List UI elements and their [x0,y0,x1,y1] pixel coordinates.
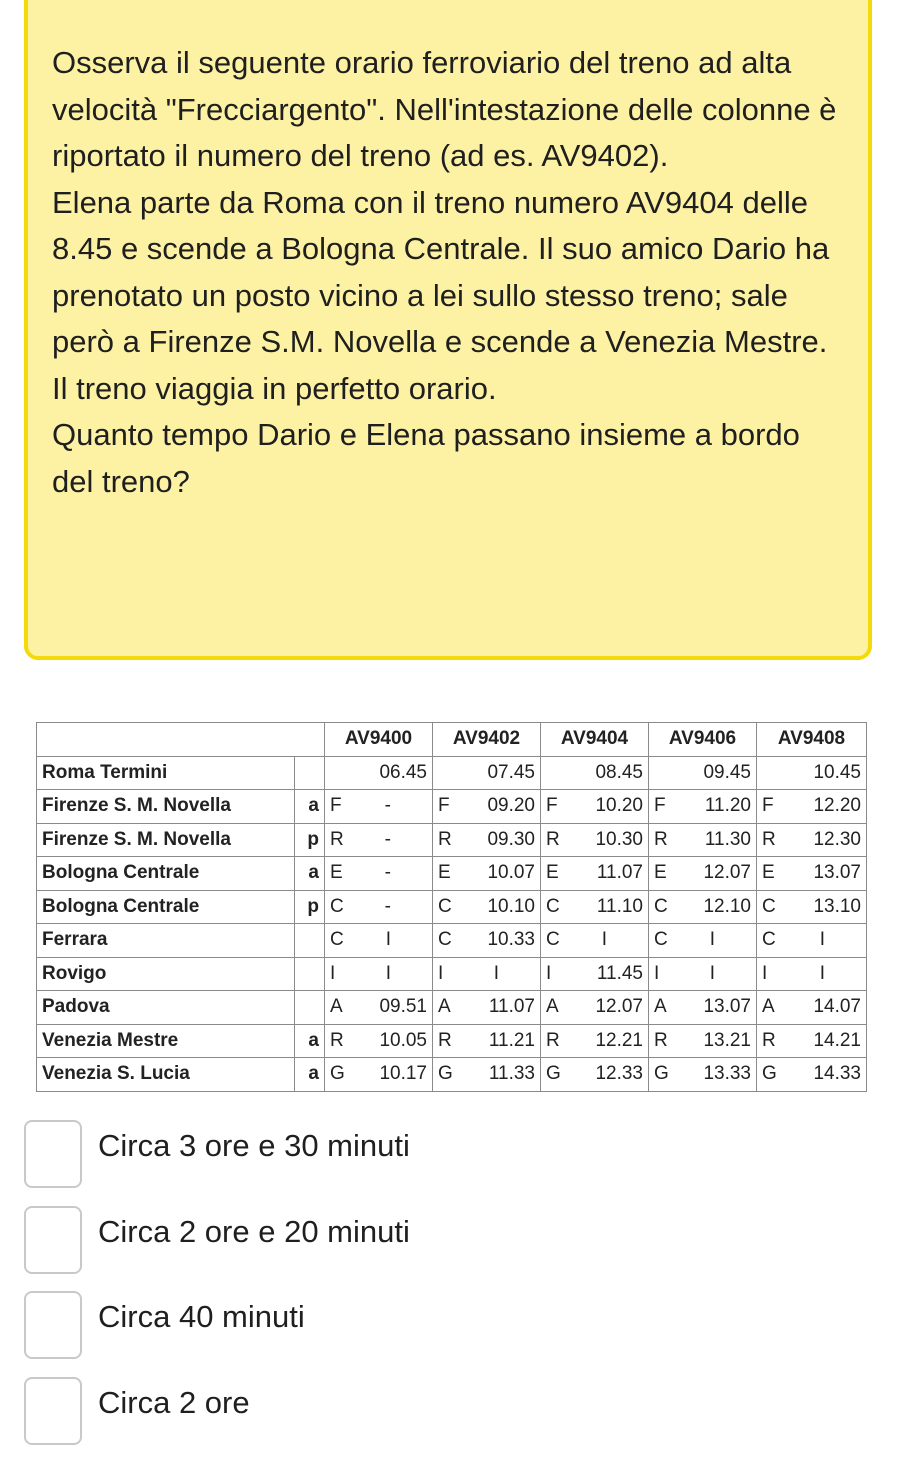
timetable-cell [325,957,433,991]
timetable-cell [433,957,541,991]
timetable-cell [541,1058,649,1092]
time-value: 08.45 [595,761,643,783]
timetable-cell [325,857,433,891]
service-code: C [654,929,668,951]
service-code: R [546,828,560,850]
question-paragraph-2: Elena parte da Roma con il treno numero AV9404 delle 8.45 e scende a Bologna Centrale. Il suo amico Dario ha prenotato un posto vicino a lei sullo stesso treno; sale però a Firenze S.M. Novella e scende a Venezia Mestre. Il treno viaggia in perfetto orario. [52,184,830,406]
arrival-departure-flag: a [295,1024,325,1058]
service-code: G [330,1063,345,1085]
service-code: R [654,828,668,850]
time-value: - [384,862,391,884]
timetable-cell [325,991,433,1025]
time-value: 10.17 [379,1063,427,1085]
timetable-cell [757,957,867,991]
time-value: I [819,962,825,984]
train-header: AV9406 [649,723,757,757]
arrival-departure-flag: a [295,790,325,824]
time-value: 13.10 [813,895,861,917]
service-code: A [654,996,667,1018]
service-code: C [762,895,776,917]
arrival-departure-flag [295,924,325,958]
timetable-cell [649,857,757,891]
service-code: C [438,929,452,951]
time-value: 11.07 [596,862,643,884]
time-value: 11.45 [596,962,643,984]
time-value: 13.07 [813,862,861,884]
time-value: 12.10 [703,895,751,917]
timetable-cell [649,924,757,958]
time-value: 10.20 [595,795,643,817]
timetable-header-row [37,723,867,757]
answer-checkbox[interactable] [24,1206,82,1274]
service-code: R [438,1029,452,1051]
time-value: 14.07 [813,996,861,1018]
train-header: AV9400 [325,723,433,757]
timetable-cell [433,790,541,824]
arrival-departure-flag [295,957,325,991]
time-value: 13.21 [703,1029,751,1051]
timetable-cell [649,1058,757,1092]
service-code: A [546,996,559,1018]
timetable-cell [757,890,867,924]
timetable-image [36,722,866,1092]
service-code: R [438,828,452,850]
timetable-cell [325,823,433,857]
time-value: - [384,828,391,850]
time-value: 13.07 [703,996,751,1018]
service-code: G [654,1063,669,1085]
time-value: I [709,962,715,984]
timetable-cell [757,756,867,790]
timetable-cell [325,1024,433,1058]
time-value: 11.21 [488,1029,535,1051]
service-code: A [438,996,451,1018]
timetable-cell [757,857,867,891]
time-value: 09.45 [703,761,751,783]
service-code: I [654,962,660,984]
station-name: Firenze S. M. Novella [37,823,295,857]
timetable-cell [757,790,867,824]
service-code: F [546,795,558,817]
time-value: 14.21 [813,1029,861,1051]
arrival-departure-flag: p [295,823,325,857]
time-value: 14.33 [813,1063,861,1085]
service-code: A [762,996,775,1018]
timetable-cell [325,790,433,824]
time-value: I [493,962,499,984]
time-value: 10.45 [813,761,861,783]
timetable-cell [541,924,649,958]
timetable-cell [649,790,757,824]
answer-option[interactable] [24,1118,410,1190]
service-code: E [438,862,451,884]
station-name: Bologna Centrale [37,857,295,891]
train-header: AV9402 [433,723,541,757]
time-value: 12.20 [813,795,861,817]
service-code: I [438,962,444,984]
timetable-cell [649,756,757,790]
timetable-cell [433,1024,541,1058]
answer-checkbox[interactable] [24,1291,82,1359]
timetable-cell [433,857,541,891]
timetable-row [37,1024,867,1058]
question-paragraph-1: Osserva il seguente orario ferroviario del treno ad alta velocità "Frecciargento". Nell'intestazione delle colonne è riportato il numero del treno (ad es. AV9402). [52,45,837,173]
timetable-cell [649,890,757,924]
timetable-cell [649,823,757,857]
time-value: I [601,929,607,951]
station-name: Venezia S. Lucia [37,1058,295,1092]
time-value: 07.45 [487,761,535,783]
station-name: Padova [37,991,295,1025]
timetable-cell [757,924,867,958]
time-value: I [709,929,715,951]
timetable-cell [433,823,541,857]
answer-checkbox[interactable] [24,1120,82,1188]
timetable-header-blank [37,723,325,757]
timetable-cell [325,1058,433,1092]
timetable [36,722,867,1092]
answer-option[interactable] [24,1204,410,1276]
timetable-cell [433,991,541,1025]
timetable-cell [541,890,649,924]
timetable-cell [325,924,433,958]
timetable-cell [541,823,649,857]
service-code: R [330,828,344,850]
service-code: R [546,1029,560,1051]
arrival-departure-flag [295,991,325,1025]
time-value: I [385,962,391,984]
timetable-cell [433,924,541,958]
answer-checkbox[interactable] [24,1377,82,1445]
answer-label: Circa 2 ore e 20 minuti [98,1213,410,1249]
time-value: 09.30 [487,828,535,850]
service-code: F [762,795,774,817]
service-code: E [762,862,775,884]
service-code: I [330,962,336,984]
service-code: E [546,862,559,884]
time-value: 10.33 [487,929,535,951]
service-code: F [438,795,450,817]
question-box [24,0,872,660]
time-value: 09.51 [379,996,427,1018]
timetable-cell [757,1058,867,1092]
timetable-row [37,823,867,857]
timetable-cell [541,790,649,824]
service-code: F [330,795,342,817]
service-code: E [330,862,343,884]
service-code: C [330,929,344,951]
timetable-cell [541,957,649,991]
timetable-row [37,890,867,924]
timetable-cell [325,890,433,924]
timetable-cell [757,991,867,1025]
timetable-row [37,756,867,790]
service-code: R [330,1029,344,1051]
service-code: C [762,929,776,951]
arrival-departure-flag: a [295,857,325,891]
timetable-cell [757,1024,867,1058]
timetable-cell [649,957,757,991]
time-value: 13.33 [703,1063,751,1085]
time-value: 12.33 [595,1063,643,1085]
time-value: 09.20 [487,795,535,817]
time-value: 11.30 [704,828,751,850]
station-name: Firenze S. M. Novella [37,790,295,824]
timetable-cell [541,991,649,1025]
time-value: I [819,929,825,951]
arrival-departure-flag [295,756,325,790]
time-value: 11.20 [704,795,751,817]
arrival-departure-flag: a [295,1058,325,1092]
service-code: G [438,1063,453,1085]
train-header: AV9408 [757,723,867,757]
time-value: I [385,929,391,951]
station-name: Venezia Mestre [37,1024,295,1058]
answer-option[interactable] [24,1289,410,1361]
station-name: Ferrara [37,924,295,958]
service-code: R [762,1029,776,1051]
timetable-cell [541,1024,649,1058]
time-value: 10.30 [595,828,643,850]
arrival-departure-flag: p [295,890,325,924]
service-code: I [546,962,552,984]
service-code: C [546,929,560,951]
service-code: I [762,962,768,984]
station-name: Roma Termini [37,756,295,790]
service-code: C [546,895,560,917]
train-header: AV9404 [541,723,649,757]
timetable-row [37,790,867,824]
answer-options [24,1118,410,1460]
timetable-cell [433,756,541,790]
service-code: G [762,1063,777,1085]
time-value: 10.10 [487,895,535,917]
time-value: 10.07 [487,862,535,884]
timetable-row [37,1058,867,1092]
time-value: 12.21 [595,1029,643,1051]
time-value: 10.05 [379,1029,427,1051]
time-value: 12.07 [595,996,643,1018]
timetable-row [37,857,867,891]
answer-label: Circa 40 minuti [98,1299,305,1334]
timetable-cell [649,991,757,1025]
service-code: R [762,828,776,850]
service-code: R [654,1029,668,1051]
timetable-cell [433,890,541,924]
time-value: 11.07 [488,996,535,1018]
service-code: F [654,795,666,817]
service-code: A [330,996,343,1018]
station-name: Bologna Centrale [37,890,295,924]
time-value: - [384,795,391,817]
timetable-cell [541,857,649,891]
timetable-row [37,924,867,958]
timetable-row [37,957,867,991]
timetable-cell [649,1024,757,1058]
timetable-row [37,991,867,1025]
service-code: C [654,895,668,917]
time-value: 11.33 [488,1063,535,1085]
question-paragraph-3: Quanto tempo Dario e Elena passano insieme a bordo del treno? [52,417,800,499]
time-value: 11.10 [596,895,643,917]
timetable-cell [541,756,649,790]
time-value: 12.30 [813,828,861,850]
service-code: C [330,895,344,917]
timetable-cell [433,1058,541,1092]
timetable-cell [757,823,867,857]
service-code: G [546,1063,561,1085]
service-code: C [438,895,452,917]
answer-label: Circa 2 ore [98,1384,250,1420]
service-code: E [654,862,667,884]
answer-label: Circa 3 ore e 30 minuti [98,1128,410,1163]
time-value: - [384,895,391,917]
answer-option[interactable] [24,1375,410,1447]
timetable-cell [325,756,433,790]
time-value: 06.45 [379,761,427,783]
time-value: 12.07 [703,862,751,884]
station-name: Rovigo [37,957,295,991]
